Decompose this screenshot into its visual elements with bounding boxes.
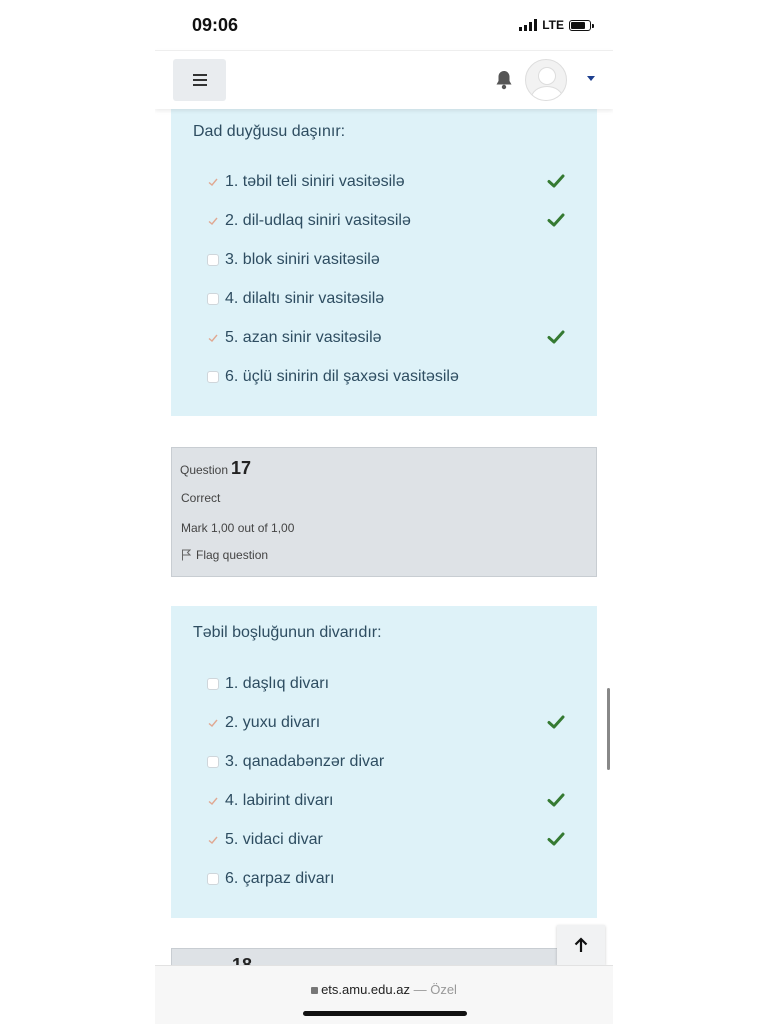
signal-icon <box>519 19 537 31</box>
correct-check-icon <box>547 329 565 345</box>
url-domain: ets.amu.edu.az <box>321 982 410 997</box>
answer-checkbox[interactable] <box>203 869 223 889</box>
flag-icon <box>181 549 191 561</box>
phone-screen <box>155 0 613 1024</box>
answer-label: 2. yuxu divarı <box>225 714 321 731</box>
answer-label: 2. dil-udlaq siniri vasitəsilə <box>225 212 411 229</box>
lock-icon <box>311 987 318 994</box>
answer-label: 3. qanadabənzər divar <box>225 753 385 770</box>
answer-option[interactable] <box>203 248 380 272</box>
private-mode-label: Özel <box>430 982 457 997</box>
answer-checkbox[interactable] <box>203 289 223 309</box>
answer-option[interactable] <box>203 828 323 852</box>
answer-option[interactable] <box>203 711 320 735</box>
selected-check-icon[interactable] <box>203 172 223 192</box>
hamburger-icon <box>193 74 207 76</box>
answer-option[interactable] <box>203 170 405 194</box>
answer-label: 3. blok siniri vasitəsilə <box>225 251 380 268</box>
menu-button[interactable] <box>173 59 226 101</box>
status-bar <box>155 0 613 50</box>
answer-option[interactable] <box>203 287 384 311</box>
answer-option[interactable] <box>203 365 459 389</box>
answer-option[interactable] <box>203 672 329 696</box>
selected-check-icon[interactable] <box>203 713 223 733</box>
back-to-top-button[interactable] <box>557 925 605 965</box>
answer-option[interactable] <box>203 867 334 891</box>
answer-label: 1. daşlıq divarı <box>225 675 330 692</box>
selected-check-icon[interactable] <box>203 791 223 811</box>
url-display[interactable] <box>155 982 613 997</box>
selected-check-icon[interactable] <box>203 830 223 850</box>
correct-check-icon <box>547 212 565 228</box>
question17-info <box>171 447 597 577</box>
answer-checkbox[interactable] <box>203 752 223 772</box>
selected-check-icon[interactable] <box>203 211 223 231</box>
url-separator: — <box>413 982 427 997</box>
answer-label: 5. azan sinir vasitəsilə <box>225 329 382 346</box>
answer-option[interactable] <box>203 750 384 774</box>
selected-check-icon[interactable] <box>203 328 223 348</box>
answer-label: 1. təbil teli siniri vasitəsilə <box>225 173 405 190</box>
answer-label: 6. çarpaz divarı <box>225 870 335 887</box>
question-mark: Mark 1,00 out of 1,00 <box>181 521 295 535</box>
top-navbar <box>155 50 613 109</box>
question16-text: Dad duyğusu daşınır: <box>193 123 346 140</box>
battery-icon <box>569 20 591 31</box>
status-time: 09:06 <box>192 15 239 35</box>
correct-check-icon <box>547 173 565 189</box>
answer-option[interactable] <box>203 326 382 350</box>
answer-checkbox[interactable] <box>203 674 223 694</box>
network-label: LTE <box>542 18 564 32</box>
correct-check-icon <box>547 714 565 730</box>
answer-label: 4. labirint divarı <box>225 792 334 809</box>
question17-content <box>171 606 597 918</box>
question-number: Question 17 <box>180 458 252 478</box>
answer-label: 4. dilaltı sinir vasitəsilə <box>225 290 385 307</box>
answer-checkbox[interactable] <box>203 367 223 387</box>
flag-question-link[interactable]: Flag question <box>181 548 268 562</box>
bell-icon[interactable] <box>495 70 513 90</box>
answer-option[interactable] <box>203 789 334 813</box>
question-state: Correct <box>181 491 221 505</box>
correct-check-icon <box>547 792 565 808</box>
answer-checkbox[interactable] <box>203 250 223 270</box>
answer-label: 6. üçlü sinirin dil şaxəsi vasitəsilə <box>225 368 459 385</box>
answer-option[interactable] <box>203 209 411 233</box>
user-avatar[interactable] <box>525 59 567 101</box>
browser-url-bar[interactable] <box>155 965 613 1024</box>
arrow-up-icon <box>574 937 588 953</box>
status-icons <box>519 18 591 32</box>
question17-text: Təbil boşluğunun divarıdır: <box>193 624 382 641</box>
question16-content <box>171 108 597 416</box>
answer-label: 5. vidaci divar <box>225 831 323 848</box>
scrollbar[interactable] <box>607 688 610 770</box>
correct-check-icon <box>547 831 565 847</box>
home-indicator[interactable] <box>303 1011 467 1016</box>
user-menu-caret-icon[interactable] <box>587 76 595 81</box>
